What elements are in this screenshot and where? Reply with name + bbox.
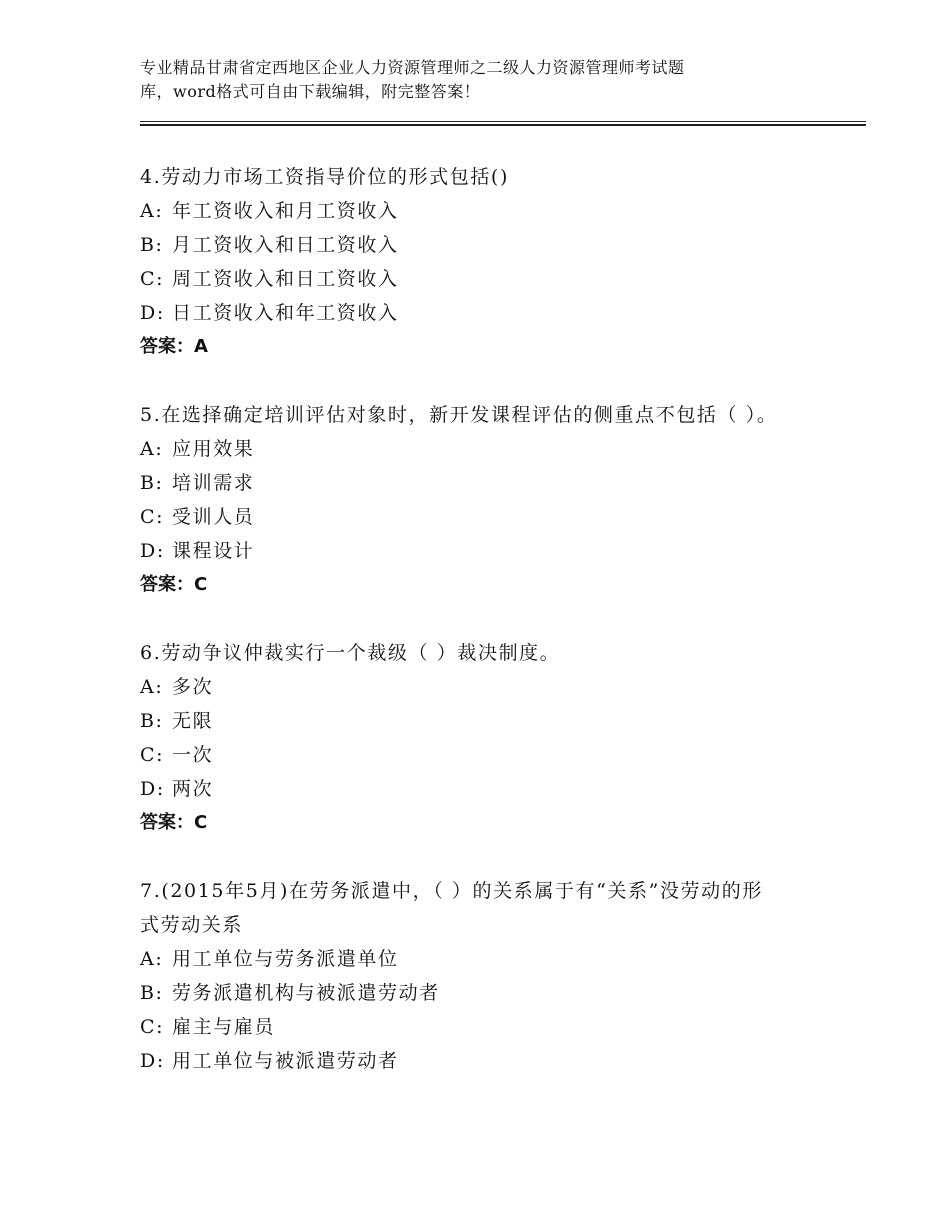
option-text: 劳务派遣机构与被派遣劳动者 (172, 982, 440, 1004)
option-c (140, 500, 840, 534)
answer-label: 答案： (140, 574, 194, 595)
option-key: B: (140, 234, 164, 256)
answer-line (140, 806, 840, 840)
option-key: D: (140, 778, 165, 800)
option-text: 课程设计 (172, 540, 255, 562)
option-key: D: (140, 302, 165, 324)
option-key: C: (140, 744, 165, 766)
option-b (140, 976, 840, 1010)
option-c (140, 262, 840, 296)
question-5 (140, 398, 840, 602)
answer-line (140, 330, 840, 364)
option-text: 年工资收入和月工资收入 (172, 200, 399, 222)
option-a (140, 670, 840, 704)
option-text: 日工资收入和年工资收入 (172, 302, 399, 324)
answer-line (140, 568, 840, 602)
option-text: 受训人员 (172, 506, 255, 528)
question-list (140, 160, 840, 1112)
answer-label: 答案： (140, 812, 194, 833)
document-header (140, 56, 780, 104)
option-text: 无限 (172, 710, 214, 732)
option-a (140, 942, 840, 976)
option-text: 雇主与雇员 (172, 1016, 276, 1038)
option-key: C: (140, 506, 165, 528)
option-b (140, 228, 840, 262)
option-key: C: (140, 268, 165, 290)
answer-value: C (194, 812, 208, 833)
option-text: 多次 (172, 676, 214, 698)
question-4 (140, 160, 840, 364)
question-stem: 5.在选择确定培训评估对象时，新开发课程评估的侧重点不包括（ ）。 (140, 404, 778, 426)
header-title-line-2: 库，word格式可自由下载编辑，附完整答案！ (140, 82, 481, 101)
option-key: C: (140, 1016, 165, 1038)
option-key: A: (140, 200, 164, 222)
answer-value: C (194, 574, 208, 595)
option-key: D: (140, 540, 165, 562)
option-key: A: (140, 948, 164, 970)
header-title-line-1: 专业精品甘肃省定西地区企业人力资源管理师之二级人力资源管理师考试题 (140, 58, 685, 77)
option-text: 两次 (172, 778, 214, 800)
header-divider (140, 121, 866, 122)
option-text: 培训需求 (172, 472, 255, 494)
option-text: 用工单位与劳务派遣单位 (172, 948, 399, 970)
option-a (140, 432, 840, 466)
option-text: 周工资收入和日工资收入 (172, 268, 399, 290)
option-c (140, 738, 840, 772)
question-stem: 7.(2015年5月)在劳务派遣中，（ ）的关系属于有“关系”没劳动的形式劳动关系 (140, 880, 763, 936)
answer-label: 答案： (140, 336, 194, 357)
question-stem: 6.劳动争议仲裁实行一个裁级（ ）裁决制度。 (140, 642, 561, 664)
option-key: D: (140, 1050, 165, 1072)
option-a (140, 194, 840, 228)
option-b (140, 704, 840, 738)
answer-value: A (194, 336, 208, 357)
question-stem: 4.劳动力市场工资指导价位的形式包括() (140, 166, 509, 188)
question-6 (140, 636, 840, 840)
option-d (140, 772, 840, 806)
option-b (140, 466, 840, 500)
option-key: A: (140, 676, 164, 698)
option-key: B: (140, 710, 164, 732)
option-text: 月工资收入和日工资收入 (172, 234, 399, 256)
question-7 (140, 874, 840, 1078)
option-key: B: (140, 982, 164, 1004)
option-d (140, 1044, 840, 1078)
option-text: 应用效果 (172, 438, 255, 460)
option-c (140, 1010, 840, 1044)
option-d (140, 296, 840, 330)
option-key: B: (140, 472, 164, 494)
option-d (140, 534, 840, 568)
option-key: A: (140, 438, 164, 460)
option-text: 一次 (172, 744, 214, 766)
option-text: 用工单位与被派遣劳动者 (172, 1050, 399, 1072)
